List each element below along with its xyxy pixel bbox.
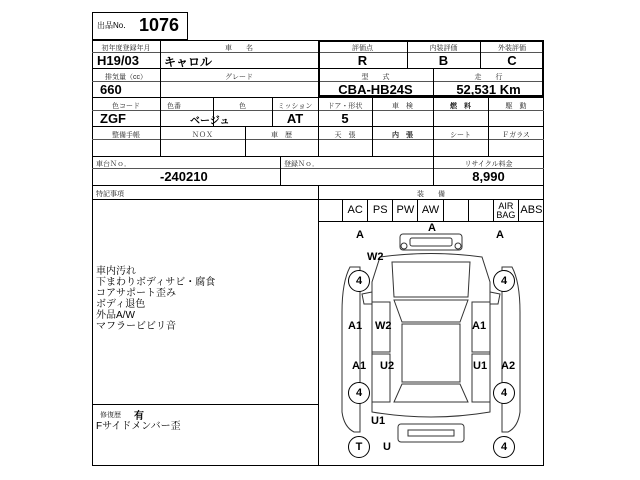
glass-label: Ｆガラス	[502, 132, 530, 139]
chassis-value: -240210	[160, 169, 208, 184]
damage-mark: A1	[352, 360, 367, 372]
interior-label: 内装評価	[429, 45, 458, 52]
history-label: 車 歴	[271, 132, 292, 139]
damage-mark: U1	[473, 360, 488, 372]
exterior-label: 外装評価	[498, 45, 526, 52]
model-value: CBA-HB24S	[338, 82, 413, 97]
chassis-label: 車台Ｎｏ．	[96, 161, 131, 168]
remark-line: 車内汚れ	[96, 266, 136, 277]
first-reg-label: 初年度登録年月	[101, 45, 151, 52]
doors-label: ドア・形状	[327, 103, 363, 110]
equipment-cell: PS	[368, 200, 393, 221]
equipment-cell	[469, 200, 494, 221]
model-label: 型 式	[361, 74, 390, 81]
drive-label: 駆 動	[505, 103, 527, 110]
lot-box	[92, 12, 188, 40]
tire-rear-right: 4	[493, 382, 515, 404]
rear-window-shape	[394, 384, 468, 402]
car-diagram	[320, 222, 542, 464]
first-reg-value: H19/03	[97, 53, 139, 68]
equipment-cell: PW	[393, 200, 418, 221]
mission-value: AT	[286, 111, 304, 126]
spare-tire: 4	[493, 436, 515, 458]
damage-mark: A1	[348, 320, 363, 332]
color-label: 色	[239, 103, 246, 110]
seat-label: シート	[450, 132, 471, 139]
damage-mark: A	[496, 229, 504, 241]
damage-mark: A	[428, 222, 436, 234]
sunroof-label: 天 張	[334, 132, 356, 139]
recycle-label: リサイクル料金	[464, 161, 513, 168]
equipment-cell	[318, 200, 343, 221]
equipment-row	[318, 200, 544, 221]
displacement-value: 660	[100, 82, 122, 97]
interior-value: B	[438, 53, 449, 68]
grade-label: グレード	[225, 74, 253, 81]
color-value: ベージュ	[190, 116, 230, 127]
car-name-label: 車 名	[225, 45, 253, 52]
damage-mark: A	[356, 229, 364, 241]
front-bumper-shape	[400, 234, 462, 250]
score-value: R	[357, 53, 368, 68]
spare-tire-marker: T	[348, 436, 370, 458]
damage-mark: A2	[501, 360, 516, 372]
damage-mark: A1	[472, 320, 487, 332]
equipment-label: 装 備	[417, 191, 445, 198]
color-code-value: ZGF	[100, 111, 126, 126]
damage-mark: W2	[375, 320, 392, 332]
hood-shape	[392, 262, 470, 297]
damage-mark: U1	[371, 415, 386, 427]
repair-label: 修復歴	[100, 412, 121, 419]
front-grille-shape	[410, 238, 452, 246]
interior2-label: 内 張	[392, 132, 413, 139]
mileage-label: 走 行	[474, 74, 503, 81]
doors-value: 5	[341, 111, 349, 126]
exterior-value: C	[507, 53, 517, 68]
nox-label: ＮＯＸ	[192, 132, 213, 139]
equipment-cell: AC	[343, 200, 368, 221]
registration-label: 登録Ｎｏ．	[284, 161, 319, 168]
remarks-label: 特記事項	[96, 191, 124, 198]
repair-note: Fサイドメンバー歪	[96, 421, 181, 432]
lot-number: 1076	[139, 15, 180, 35]
remark-line: ボディ退色	[96, 299, 146, 310]
repair-value: 有	[134, 411, 144, 422]
manual-label: 整備手帳	[112, 132, 140, 139]
roof-shape	[402, 324, 460, 382]
mileage-value: 52,531 Km	[456, 82, 521, 97]
damage-mark: U	[383, 441, 391, 453]
car-name-value: キャロル	[164, 55, 213, 69]
damage-mark: W2	[367, 251, 384, 263]
color-no-label: 色番	[167, 103, 181, 110]
equipment-cell: ABS	[520, 204, 543, 216]
equipment-cell: AIR BAG	[494, 200, 519, 221]
damage-mark: U2	[380, 360, 395, 372]
color-code-label: 色コード	[112, 103, 140, 110]
score-label: 評価点	[352, 45, 373, 52]
inspection-label: 車 検	[392, 103, 413, 110]
equipment-cell	[444, 200, 469, 221]
tire-front-left: 4	[348, 270, 370, 292]
remark-line: マフラービビリ音	[96, 321, 176, 332]
remarks-list	[96, 266, 316, 332]
fuel-label: 燃 料	[450, 103, 471, 110]
windshield-shape	[394, 300, 468, 322]
displacement-label: 排気量（cc）	[105, 74, 147, 81]
mission-label: ミッション	[277, 103, 313, 110]
tire-front-right: 4	[493, 270, 515, 292]
equipment-cell: AW	[418, 200, 443, 221]
remark-line: 下まわりボディサビ・腐食	[96, 277, 216, 288]
remark-line: 外品A/W	[96, 310, 135, 321]
lot-label: 出品No．	[97, 21, 132, 30]
recycle-value: 8,990	[472, 169, 505, 184]
remark-line: コアサポート歪み	[96, 288, 176, 299]
tire-rear-left: 4	[348, 382, 370, 404]
